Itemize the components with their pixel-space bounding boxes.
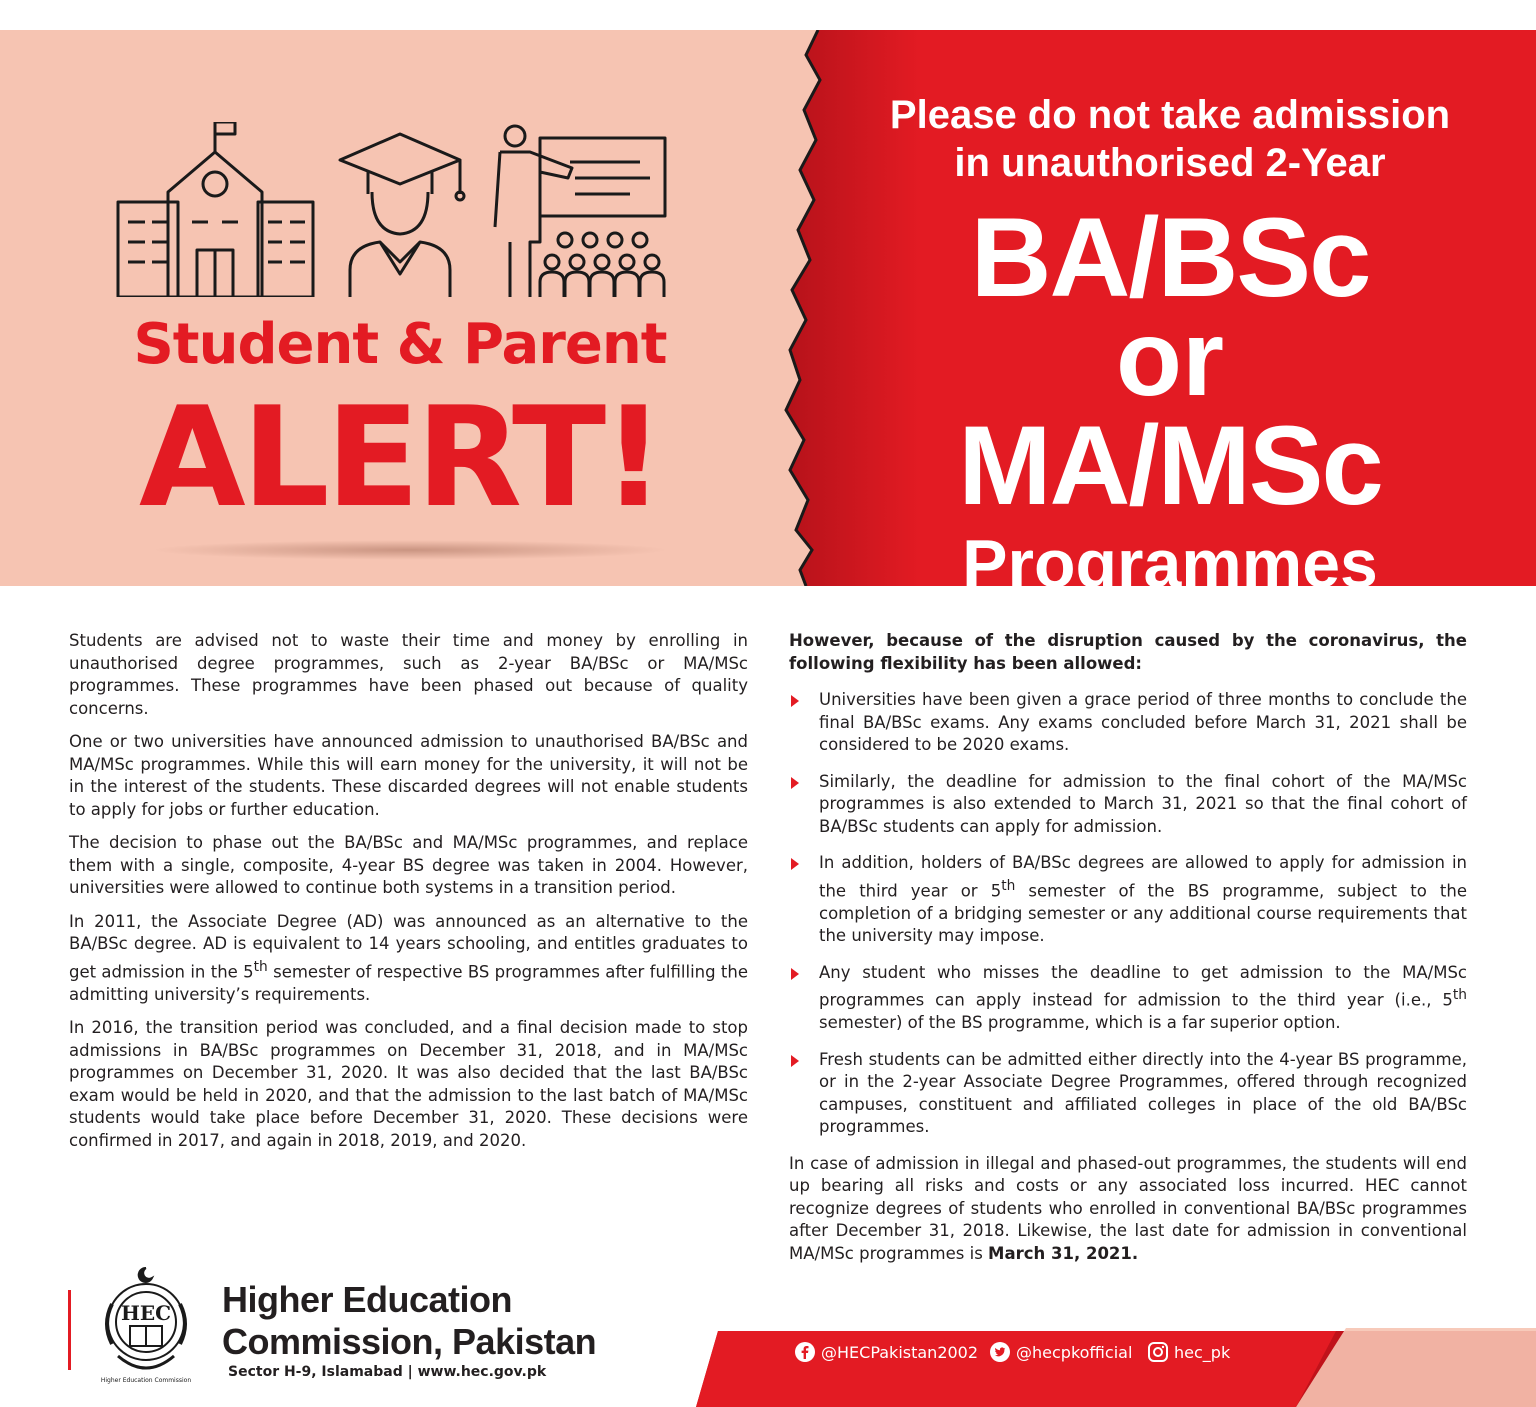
bullet-arrow-icon	[791, 777, 799, 789]
instagram-handle[interactable]	[1148, 1340, 1230, 1364]
twitter-icon	[990, 1342, 1010, 1362]
bullet-arrow-icon	[791, 695, 799, 707]
paragraph: The decision to phase out the BA/BSc and MA/MSc programmes, and replace them with a single, composite, 4-year BS degree was taken in 2004. However, universities were allowed to continue both systems in a transition period.	[69, 833, 748, 897]
bullet-arrow-icon	[791, 1055, 799, 1067]
footer-divider	[68, 1290, 71, 1370]
facebook-handle[interactable]	[795, 1340, 978, 1364]
paragraph: One or two universities have announced admission to unauthorised BA/BSc and MA/MSc programmes. While this will earn money for the university, it will not be in the interest of the students. These discarded degrees will not enable students to apply for jobs or further education.	[69, 732, 748, 819]
alert-subtitle: Student & Parent	[133, 312, 667, 377]
closing-text: In case of admission in illegal and phased-out programmes, the students will end up bearing all risks and costs or any associated loss incurred. HEC cannot recognize degrees of students who enrolled in conventional BA/BSc programmes after December 31, 2018. Likewise, the last date for admission in conventional MA/MSc programmes is	[789, 1153, 1467, 1263]
list-item-text: semester) of the BS programme, which is a far superior option.	[819, 1013, 1341, 1032]
ordinal-suffix: th	[1001, 877, 1016, 894]
list-item-text: In addition, holders of BA/BSc degrees are allowed to apply for admission in the third year or 5	[819, 853, 1467, 900]
twitter-handle[interactable]	[990, 1340, 1132, 1364]
programmes-label: Programmes	[962, 526, 1378, 602]
right-column	[789, 630, 1467, 1276]
school-building-icon	[118, 122, 313, 297]
alert-headline: ALERT!	[138, 377, 662, 538]
warning-line-1: Please do not take admission	[889, 93, 1451, 137]
programme-or: or	[1116, 297, 1224, 418]
org-name-line-2: Commission, Pakistan	[222, 1321, 597, 1362]
list-item-text: Fresh students can be admitted either directly into the 4-year BS programme, or in the 2-year Associate Degree Programmes, offered through recognized campuses, constituent and affiliated colleges in place of the old BA/BSc programmes.	[819, 1049, 1467, 1136]
paragraph: Students are advised not to waste their time and money by enrolling in unauthorised degree programmes, such as 2-year BA/BSc or MA/MSc programmes. These programmes have been phased out because of quality concerns.	[69, 631, 748, 718]
list-item-text: Any student who misses the deadline to get admission to the MA/MSc programmes can apply instead for admission to the third year (i.e., 5	[819, 962, 1467, 1010]
deadline-date: March 31, 2021.	[988, 1243, 1139, 1263]
org-address: Sector H-9, Islamabad | www.hec.gov.pk	[228, 1364, 547, 1380]
org-name-line-1: Higher Education	[222, 1279, 513, 1320]
instagram-label: hec_pk	[1174, 1342, 1231, 1362]
paragraph-text: In 2011, the Associate Degree (AD) was announced as an alternative to the BA/BSc degree. AD is equivalent to 14 years schooling, and entitles graduates to get admission in the 5	[69, 911, 748, 981]
svg-text:Higher Education Commission: Higher Education Commission	[100, 1377, 192, 1384]
programme-ba-bsc: BA/BSc	[970, 195, 1370, 320]
hec-logo-icon	[98, 1264, 194, 1388]
facebook-icon	[795, 1342, 815, 1362]
list-item-text: Similarly, the deadline for admission to the final cohort of the MA/MSc programmes is also extended to March 31, 2021 so that the final cohort of BA/BSc students can apply for admission.	[819, 771, 1467, 836]
svg-text:HEC: HEC	[120, 1301, 172, 1325]
list-item-text: Universities have been given a grace period of three months to conclude the final BA/BSc exams. Any exams concluded before March 31, 2021 shall be considered to be 2020 exams.	[819, 690, 1467, 754]
list-item	[789, 962, 1467, 1035]
list-item-text: semester of the BS programme, subject to the completion of a bridging semester or any additional course requirements that the university may impose.	[819, 881, 1467, 945]
facebook-label: @HECPakistan2002	[821, 1342, 979, 1362]
left-column	[69, 630, 748, 1163]
flexibility-intro: However, because of the disruption caused by the coronavirus, the following flexibility has been allowed:	[789, 631, 1467, 673]
headline-shadow	[150, 540, 670, 560]
teacher-classroom-icon	[495, 126, 665, 297]
bullet-arrow-icon	[791, 858, 799, 870]
ordinal-suffix: th	[253, 958, 268, 975]
bullet-arrow-icon	[791, 968, 799, 980]
list-item	[789, 1049, 1467, 1139]
closing-paragraph	[789, 1153, 1467, 1266]
twitter-label: @hecpkofficial	[1016, 1342, 1133, 1362]
warning-line-2: in unauthorised 2-Year	[954, 141, 1386, 185]
list-item	[789, 852, 1467, 948]
paragraph	[69, 911, 748, 1007]
programme-ma-msc: MA/MSc	[958, 403, 1382, 528]
ordinal-suffix: th	[1452, 987, 1467, 1003]
flexibility-list	[789, 689, 1467, 1139]
alert-banner	[0, 30, 1536, 602]
instagram-icon	[1148, 1342, 1168, 1362]
list-item	[789, 771, 1467, 839]
list-item	[789, 689, 1467, 757]
paragraph-text: semester of respective BS programmes after fulfilling the admitting university’s requirements.	[69, 962, 749, 1004]
education-icons	[110, 122, 680, 297]
graduate-student-icon	[340, 134, 464, 297]
paragraph: In 2016, the transition period was concluded, and a final decision made to stop admissions in BA/BSc programmes on December 31, 2018, and in MA/MSc programmes on December 31, 2020. It was also decided that the last BA/BSc exam would be held in 2020, and that the admission to the last batch of MA/MSc students would take place before December 31, 2020. These decisions were confirmed in 2017, and again in 2018, 2019, and 2020.	[69, 1018, 748, 1150]
